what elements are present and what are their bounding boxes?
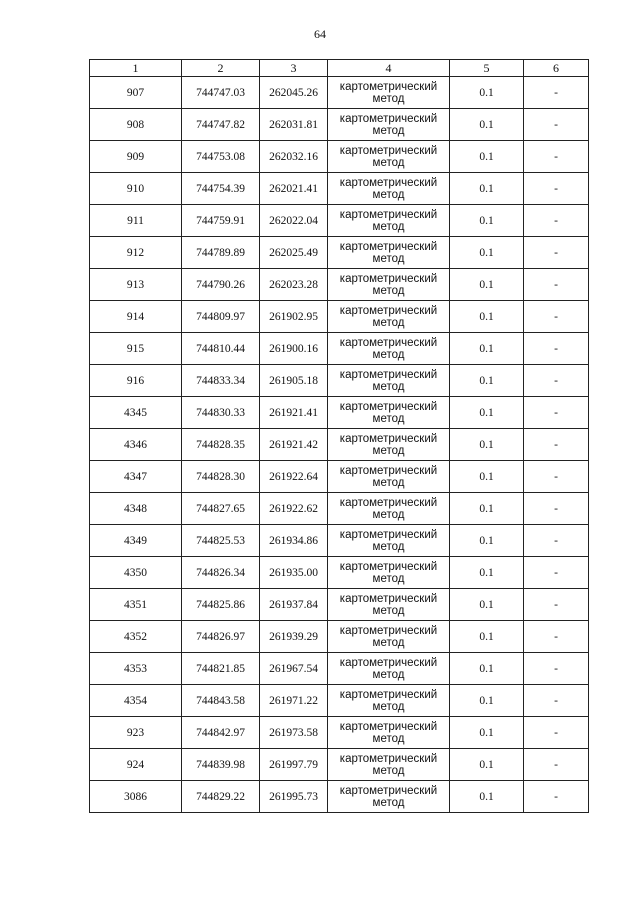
table-row [90, 397, 589, 429]
point-number-cell: 4346 [90, 429, 182, 461]
y-coordinate-cell: 262023.28 [260, 269, 328, 301]
y-coordinate-cell: 262045.26 [260, 77, 328, 109]
point-number-cell: 908 [90, 109, 182, 141]
accuracy-cell: 0.1 [450, 589, 524, 621]
method-cell: картометрический метод [328, 653, 450, 685]
method-cell: картометрический метод [328, 365, 450, 397]
y-coordinate-cell: 262025.49 [260, 237, 328, 269]
method-cell: картометрический метод [328, 141, 450, 173]
note-cell: - [524, 429, 589, 461]
table-row [90, 173, 589, 205]
table-row [90, 749, 589, 781]
table-row [90, 461, 589, 493]
x-coordinate-cell: 744753.08 [182, 141, 260, 173]
accuracy-cell: 0.1 [450, 173, 524, 205]
x-coordinate-cell: 744809.97 [182, 301, 260, 333]
note-cell: - [524, 685, 589, 717]
table-row [90, 589, 589, 621]
point-number-cell: 907 [90, 77, 182, 109]
note-cell: - [524, 493, 589, 525]
page-number: 64 [314, 27, 326, 41]
x-coordinate-cell: 744842.97 [182, 717, 260, 749]
y-coordinate-cell: 261900.16 [260, 333, 328, 365]
method-cell: картометрический метод [328, 589, 450, 621]
table-row [90, 685, 589, 717]
x-coordinate-cell: 744825.53 [182, 525, 260, 557]
accuracy-cell: 0.1 [450, 621, 524, 653]
method-cell: картометрический метод [328, 717, 450, 749]
method-cell: картометрический метод [328, 493, 450, 525]
accuracy-cell: 0.1 [450, 237, 524, 269]
column-header: 3 [260, 60, 328, 77]
note-cell: - [524, 653, 589, 685]
accuracy-cell: 0.1 [450, 205, 524, 237]
column-header: 1 [90, 60, 182, 77]
x-coordinate-cell: 744833.34 [182, 365, 260, 397]
note-cell: - [524, 109, 589, 141]
accuracy-cell: 0.1 [450, 333, 524, 365]
table-header-row [90, 60, 589, 77]
x-coordinate-cell: 744789.89 [182, 237, 260, 269]
accuracy-cell: 0.1 [450, 653, 524, 685]
accuracy-cell: 0.1 [450, 109, 524, 141]
note-cell: - [524, 77, 589, 109]
method-cell: картометрический метод [328, 333, 450, 365]
method-cell: картометрический метод [328, 173, 450, 205]
y-coordinate-cell: 261937.84 [260, 589, 328, 621]
table-row [90, 653, 589, 685]
table-row [90, 141, 589, 173]
note-cell: - [524, 621, 589, 653]
y-coordinate-cell: 262021.41 [260, 173, 328, 205]
point-number-cell: 3086 [90, 781, 182, 813]
x-coordinate-cell: 744825.86 [182, 589, 260, 621]
y-coordinate-cell: 261922.64 [260, 461, 328, 493]
point-number-cell: 911 [90, 205, 182, 237]
point-number-cell: 4353 [90, 653, 182, 685]
column-header: 2 [182, 60, 260, 77]
x-coordinate-cell: 744828.30 [182, 461, 260, 493]
note-cell: - [524, 781, 589, 813]
y-coordinate-cell: 261997.79 [260, 749, 328, 781]
method-cell: картометрический метод [328, 269, 450, 301]
table-row [90, 301, 589, 333]
x-coordinate-cell: 744821.85 [182, 653, 260, 685]
method-cell: картометрический метод [328, 525, 450, 557]
accuracy-cell: 0.1 [450, 141, 524, 173]
note-cell: - [524, 749, 589, 781]
table-row [90, 493, 589, 525]
y-coordinate-cell: 261973.58 [260, 717, 328, 749]
x-coordinate-cell: 744747.03 [182, 77, 260, 109]
x-coordinate-cell: 744839.98 [182, 749, 260, 781]
method-cell: картометрический метод [328, 557, 450, 589]
accuracy-cell: 0.1 [450, 365, 524, 397]
accuracy-cell: 0.1 [450, 717, 524, 749]
note-cell: - [524, 557, 589, 589]
column-header: 5 [450, 60, 524, 77]
point-number-cell: 4347 [90, 461, 182, 493]
x-coordinate-cell: 744754.39 [182, 173, 260, 205]
x-coordinate-cell: 744830.33 [182, 397, 260, 429]
point-number-cell: 4349 [90, 525, 182, 557]
point-number-cell: 915 [90, 333, 182, 365]
note-cell: - [524, 141, 589, 173]
note-cell: - [524, 205, 589, 237]
accuracy-cell: 0.1 [450, 397, 524, 429]
x-coordinate-cell: 744747.82 [182, 109, 260, 141]
accuracy-cell: 0.1 [450, 429, 524, 461]
y-coordinate-cell: 262031.81 [260, 109, 328, 141]
column-header: 6 [524, 60, 589, 77]
table-row [90, 365, 589, 397]
accuracy-cell: 0.1 [450, 685, 524, 717]
point-number-cell: 4351 [90, 589, 182, 621]
y-coordinate-cell: 261995.73 [260, 781, 328, 813]
method-cell: картометрический метод [328, 237, 450, 269]
y-coordinate-cell: 262032.16 [260, 141, 328, 173]
method-cell: картометрический метод [328, 397, 450, 429]
y-coordinate-cell: 261922.62 [260, 493, 328, 525]
note-cell: - [524, 525, 589, 557]
method-cell: картометрический метод [328, 621, 450, 653]
method-cell: картометрический метод [328, 77, 450, 109]
x-coordinate-cell: 744810.44 [182, 333, 260, 365]
y-coordinate-cell: 261935.00 [260, 557, 328, 589]
accuracy-cell: 0.1 [450, 557, 524, 589]
point-number-cell: 913 [90, 269, 182, 301]
accuracy-cell: 0.1 [450, 749, 524, 781]
note-cell: - [524, 269, 589, 301]
table-body [90, 77, 589, 813]
table-row [90, 781, 589, 813]
y-coordinate-cell: 261902.95 [260, 301, 328, 333]
y-coordinate-cell: 262022.04 [260, 205, 328, 237]
note-cell: - [524, 173, 589, 205]
x-coordinate-cell: 744759.91 [182, 205, 260, 237]
table-row [90, 109, 589, 141]
table-row [90, 429, 589, 461]
point-number-cell: 923 [90, 717, 182, 749]
method-cell: картометрический метод [328, 781, 450, 813]
point-number-cell: 924 [90, 749, 182, 781]
method-cell: картометрический метод [328, 301, 450, 333]
method-cell: картометрический метод [328, 685, 450, 717]
table-row [90, 269, 589, 301]
y-coordinate-cell: 261934.86 [260, 525, 328, 557]
point-number-cell: 914 [90, 301, 182, 333]
y-coordinate-cell: 261921.41 [260, 397, 328, 429]
note-cell: - [524, 301, 589, 333]
x-coordinate-cell: 744826.34 [182, 557, 260, 589]
y-coordinate-cell: 261939.29 [260, 621, 328, 653]
point-number-cell: 4354 [90, 685, 182, 717]
method-cell: картометрический метод [328, 429, 450, 461]
note-cell: - [524, 365, 589, 397]
x-coordinate-cell: 744829.22 [182, 781, 260, 813]
method-cell: картометрический метод [328, 749, 450, 781]
accuracy-cell: 0.1 [450, 77, 524, 109]
accuracy-cell: 0.1 [450, 269, 524, 301]
table-row [90, 557, 589, 589]
table-row [90, 237, 589, 269]
point-number-cell: 910 [90, 173, 182, 205]
accuracy-cell: 0.1 [450, 301, 524, 333]
point-number-cell: 912 [90, 237, 182, 269]
x-coordinate-cell: 744843.58 [182, 685, 260, 717]
x-coordinate-cell: 744790.26 [182, 269, 260, 301]
note-cell: - [524, 333, 589, 365]
method-cell: картометрический метод [328, 461, 450, 493]
table-row [90, 621, 589, 653]
point-number-cell: 916 [90, 365, 182, 397]
point-number-cell: 4352 [90, 621, 182, 653]
note-cell: - [524, 237, 589, 269]
point-number-cell: 4350 [90, 557, 182, 589]
table-row [90, 333, 589, 365]
x-coordinate-cell: 744828.35 [182, 429, 260, 461]
accuracy-cell: 0.1 [450, 781, 524, 813]
note-cell: - [524, 717, 589, 749]
y-coordinate-cell: 261967.54 [260, 653, 328, 685]
table-row [90, 77, 589, 109]
x-coordinate-cell: 744827.65 [182, 493, 260, 525]
column-header: 4 [328, 60, 450, 77]
point-number-cell: 909 [90, 141, 182, 173]
note-cell: - [524, 461, 589, 493]
method-cell: картометрический метод [328, 109, 450, 141]
accuracy-cell: 0.1 [450, 493, 524, 525]
note-cell: - [524, 397, 589, 429]
table-row [90, 525, 589, 557]
x-coordinate-cell: 744826.97 [182, 621, 260, 653]
table-row [90, 717, 589, 749]
method-cell: картометрический метод [328, 205, 450, 237]
point-number-cell: 4345 [90, 397, 182, 429]
coordinates-table [89, 59, 589, 813]
accuracy-cell: 0.1 [450, 525, 524, 557]
y-coordinate-cell: 261971.22 [260, 685, 328, 717]
y-coordinate-cell: 261905.18 [260, 365, 328, 397]
note-cell: - [524, 589, 589, 621]
accuracy-cell: 0.1 [450, 461, 524, 493]
table-row [90, 205, 589, 237]
point-number-cell: 4348 [90, 493, 182, 525]
y-coordinate-cell: 261921.42 [260, 429, 328, 461]
